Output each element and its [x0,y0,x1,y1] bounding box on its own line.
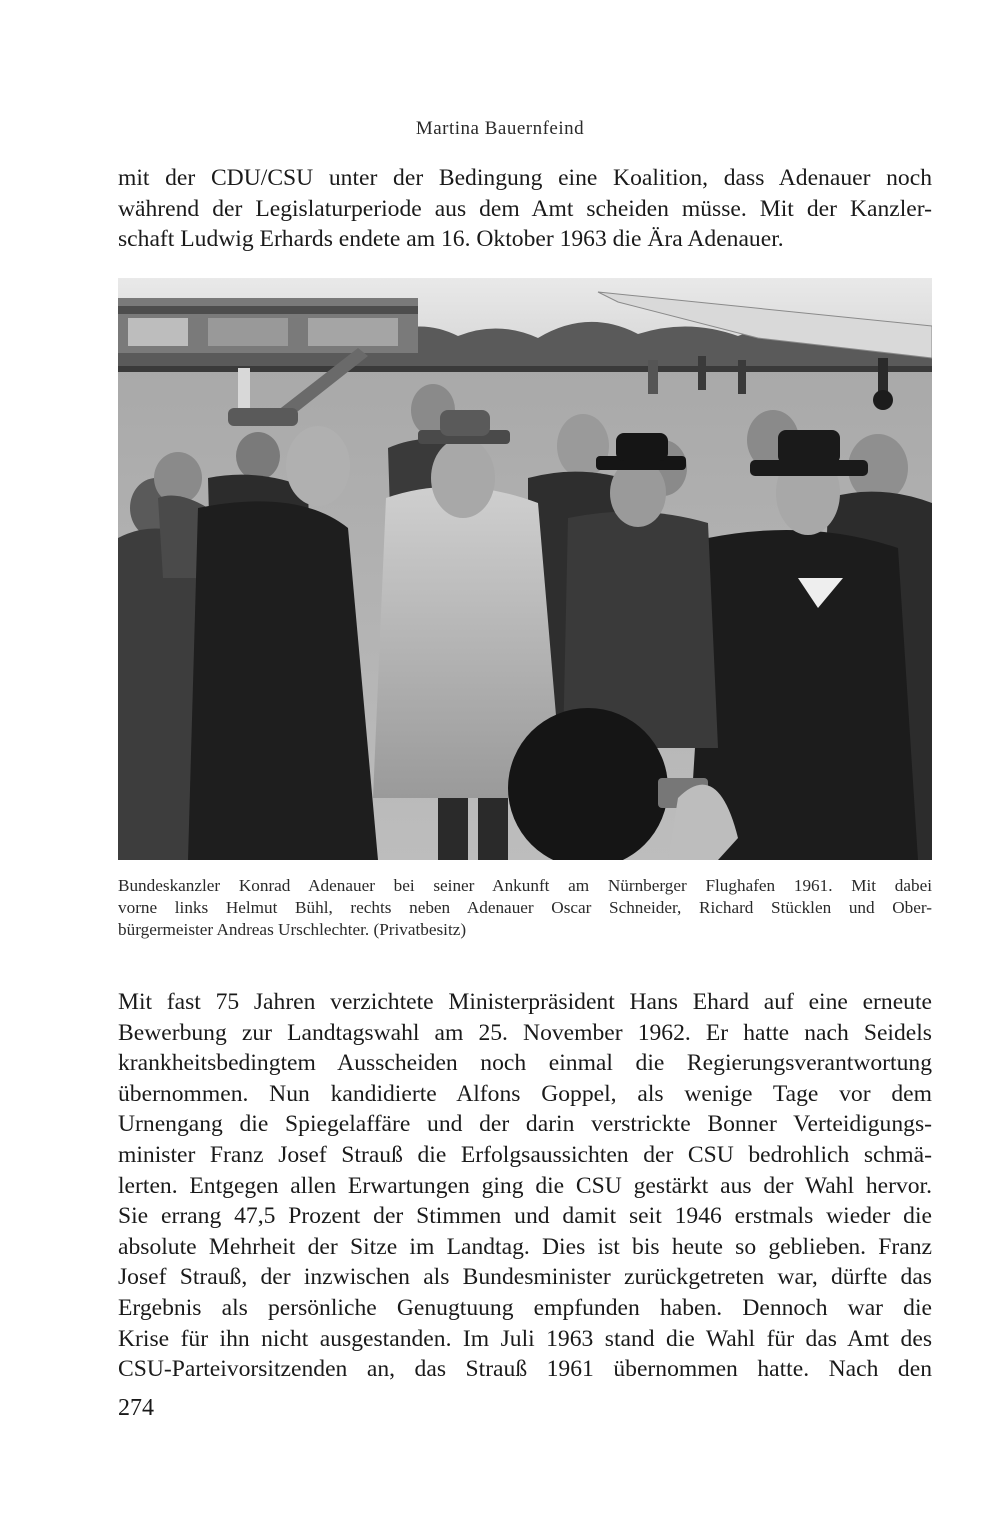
top-paragraph [118,163,932,255]
text-line: CSU-Parteivorsitzenden an, das Strauß 1961 übernommen hatte. Nach den [118,1356,932,1383]
text-line: Josef Strauß, der inzwischen als Bundesminister zurückgetreten war, dürfte das [118,1264,932,1291]
caption-line: Bundeskanzler Konrad Adenauer bei seiner Ankunft am Nürnberger Flughafen 1961. Mit dabei [118,876,932,895]
text-line: während der Legislaturperiode aus dem Amt scheiden müsse. Mit der Kanzler- [118,195,932,222]
figure-caption [118,875,932,941]
text-line: Bewerbung zur Landtagswahl am 25. November 1962. Er hatte nach Seidels [118,1019,932,1046]
caption-line: vorne links Helmut Bühl, rechts neben Adenauer Oscar Schneider, Richard Stücklen und Ober- [118,898,932,917]
text-line: krankheitsbedingtem Ausscheiden noch einmal die Regierungsverantwortung [118,1050,932,1077]
text-line: absolute Mehrheit der Sitze im Landtag. Dies ist bis heute so geblieben. Franz [118,1233,932,1260]
text-line: Urnengang die Spiegelaffäre und der darin verstrickte Bonner Verteidigungs- [118,1111,932,1138]
historical-photograph [118,278,932,860]
running-head-author: Martina Bauernfeind [415,118,585,139]
bottom-paragraph [118,987,932,1385]
text-line: minister Franz Josef Strauß die Erfolgsaussichten der CSU bedrohlich schmä- [118,1141,932,1168]
text-line: übernommen. Nun kandidierte Alfons Goppel, als wenige Tage vor dem [118,1080,932,1107]
text-line: lerten. Entgegen allen Erwartungen ging die CSU gestärkt aus der Wahl hervor. [118,1172,932,1199]
text-line: Mit fast 75 Jahren verzichtete Ministerpräsident Hans Ehard auf eine erneute [118,989,932,1015]
page-number: 274 [118,1395,154,1421]
text-line: mit der CDU/CSU unter der Bedingung eine Koalition, dass Adenauer noch [118,165,932,191]
text-line: Sie errang 47,5 Prozent der Stimmen und damit seit 1946 erstmals wieder die [118,1203,932,1230]
text-line: schaft Ludwig Erhards endete am 16. Oktober 1963 die Ära Adenauer. [118,226,784,253]
text-line: Krise für ihn nicht ausgestanden. Im Juli 1963 stand die Wahl für das Amt des [118,1325,932,1352]
text-line: Ergebnis als persönliche Genugtuung empfunden haben. Dennoch war die [118,1294,932,1321]
caption-line: bürgermeister Andreas Urschlechter. (Privatbesitz) [118,920,467,939]
